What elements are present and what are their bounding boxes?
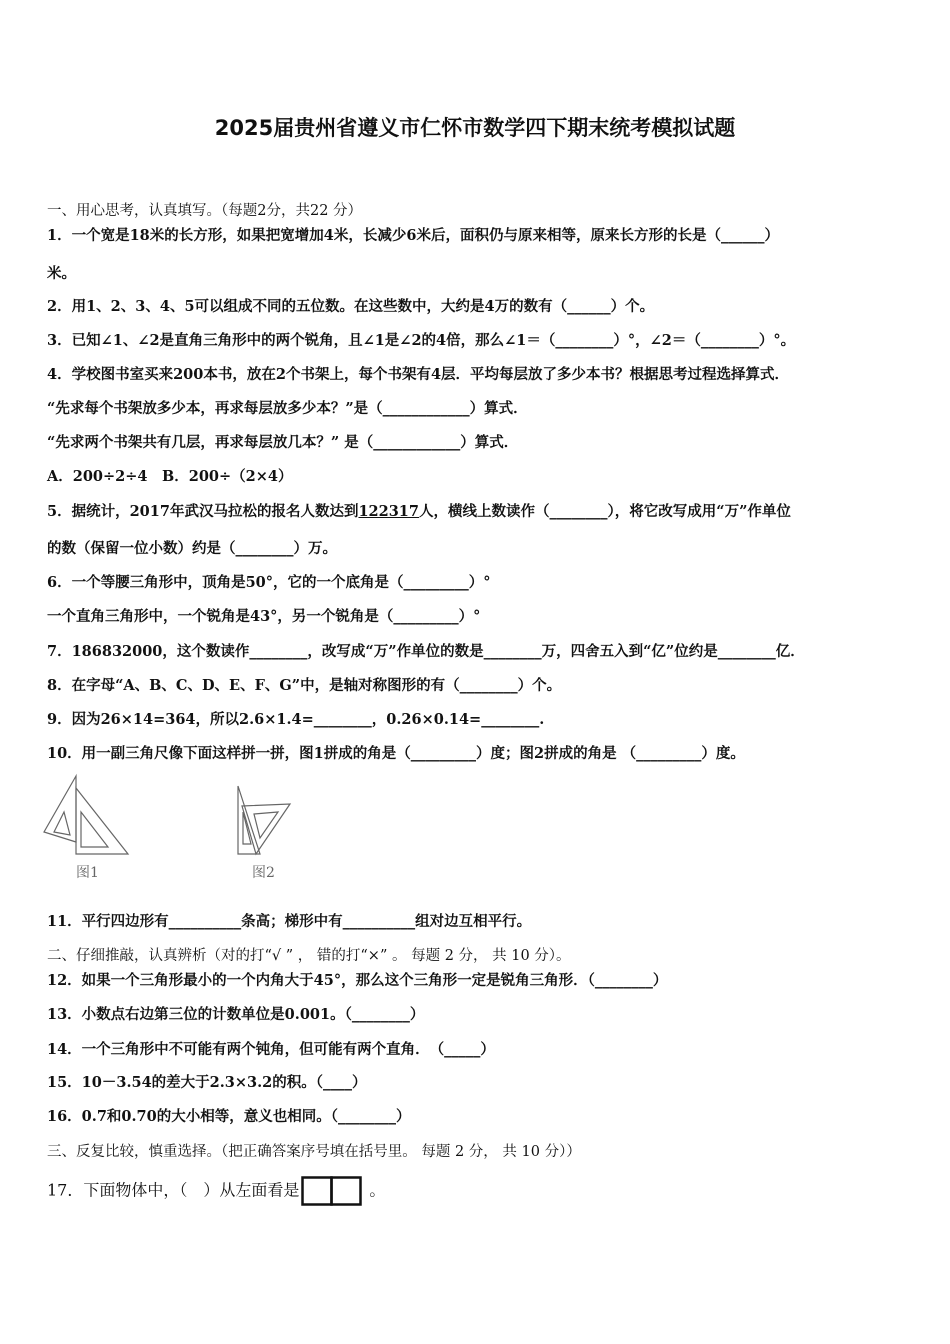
question-3: 3．已知∠1、∠2是直角三角形中的两个锐角，且∠1是∠2的4倍，那么∠1＝（________）°，∠2＝（________）°。 [47, 332, 796, 349]
question-15: 15．10－3.54的差大于2.3×3.2的积。（____） [47, 1074, 367, 1091]
question-6-line-2: 一个直角三角形中，一个锐角是43°，另一个锐角是（_________）° [47, 608, 481, 625]
page-title: 2025届贵州省遵义市仁怀市数学四下期末统考模拟试题 [214, 116, 736, 140]
question-1-line-1: 1．一个宽是18米的长方形，如果把宽增加4米，长减少6米后，面积仍与原来相等，原来长方形的长是（______） [47, 227, 779, 244]
figure-1-triangle-small-hole [81, 812, 108, 847]
figure-2-triangle-tall-hole [243, 812, 251, 844]
question-11: 11．平行四边形有__________条高；梯形中有__________组对边互相平行。 [47, 913, 532, 930]
question-5-line-1 [47, 502, 791, 522]
question-5-text-pre: 5．据统计，2017年武汉马拉松的报名人数达到 [47, 503, 359, 520]
question-17-text: 17．下面物体中，（ ）从左面看是 [47, 1180, 300, 1200]
figure-1-set-squares [40, 772, 132, 858]
section-3-heading: 三、反复比较，慎重选择。（把正确答案序号填在括号里。 每题 2 分， 共 10 分）） [47, 1144, 581, 1160]
figure-1-triangle-large [44, 776, 76, 842]
question-12: 12．如果一个三角形最小的一个内角大于45°，那么这个三角形一定是锐角三角形．（________） [47, 972, 668, 989]
question-17 [47, 1176, 385, 1206]
figure-2-triangle-wide-hole [254, 812, 278, 838]
section-1-heading: 一、用心思考，认真填写。（每题2分，共22 分） [47, 203, 363, 219]
question-5-text-post: 人，横线上数读作（________），将它改写成用“万”作单位 [419, 503, 791, 520]
question-10: 10．用一副三角尺像下面这样拼一拼，图1拼成的角是（_________）度；图2拼成的角是 （_________）度。 [47, 745, 745, 762]
figure-1-triangle-small [76, 788, 128, 854]
section-2-heading: 二、仔细推敲，认真辨析（对的打“√ ” ， 错的打“×” 。 每题 2 分， 共 10 分）。 [47, 948, 571, 964]
figure-1-caption: 图1 [76, 865, 99, 881]
question-5-underlined-number: 122317 [358, 503, 419, 520]
question-9: 9．因为26×14=364，所以2.6×1.4=________，0.26×0.14=________. [47, 711, 545, 728]
question-6-line-1: 6．一个等腰三角形中，顶角是50°，它的一个底角是（_________）° [47, 574, 491, 591]
question-17-end: 。 [369, 1180, 386, 1200]
question-4-options: A．200÷2÷4 B．200÷（2×4） [47, 468, 293, 485]
question-4-line-1: 4．学校图书室买来200本书，放在2个书架上，每个书架有4层．平均每层放了多少本书？根据思考过程选择算式． [47, 366, 790, 383]
question-16: 16．0.7和0.70的大小相等，意义也相同。（________） [47, 1108, 411, 1125]
question-14: 14．一个三角形中不可能有两个钝角，但可能有两个直角． （_____） [47, 1041, 495, 1058]
question-8: 8．在字母“A、B、C、D、E、F、G”中，是轴对称图形的有（________）个。 [47, 677, 562, 694]
figure-1-triangle-large-hole [54, 812, 70, 835]
two-squares-view-icon [301, 1176, 363, 1206]
question-7: 7．186832000，这个数读作________，改写成“万”作单位的数是________万，四舍五入到“亿”位约是________亿． [47, 643, 805, 660]
question-1-line-2: 米。 [47, 265, 76, 282]
figure-2-caption: 图2 [252, 865, 275, 881]
question-4-line-3: “先求两个书架共有几层，再求每层放几本？” 是（____________）算式． [47, 434, 519, 451]
question-4-line-2: “先求每个书架放多少本，再求每层放多少本？”是（____________）算式． [47, 400, 528, 417]
figure-2-set-squares [232, 782, 296, 858]
question-5-line-2: 的数（保留一位小数）约是（________）万。 [47, 540, 337, 557]
question-13: 13．小数点右边第三位的计数单位是0.001。（________） [47, 1006, 425, 1023]
question-2: 2．用1、2、3、4、5可以组成不同的五位数。在这些数中，大约是4万的数有（______）个。 [47, 298, 655, 315]
